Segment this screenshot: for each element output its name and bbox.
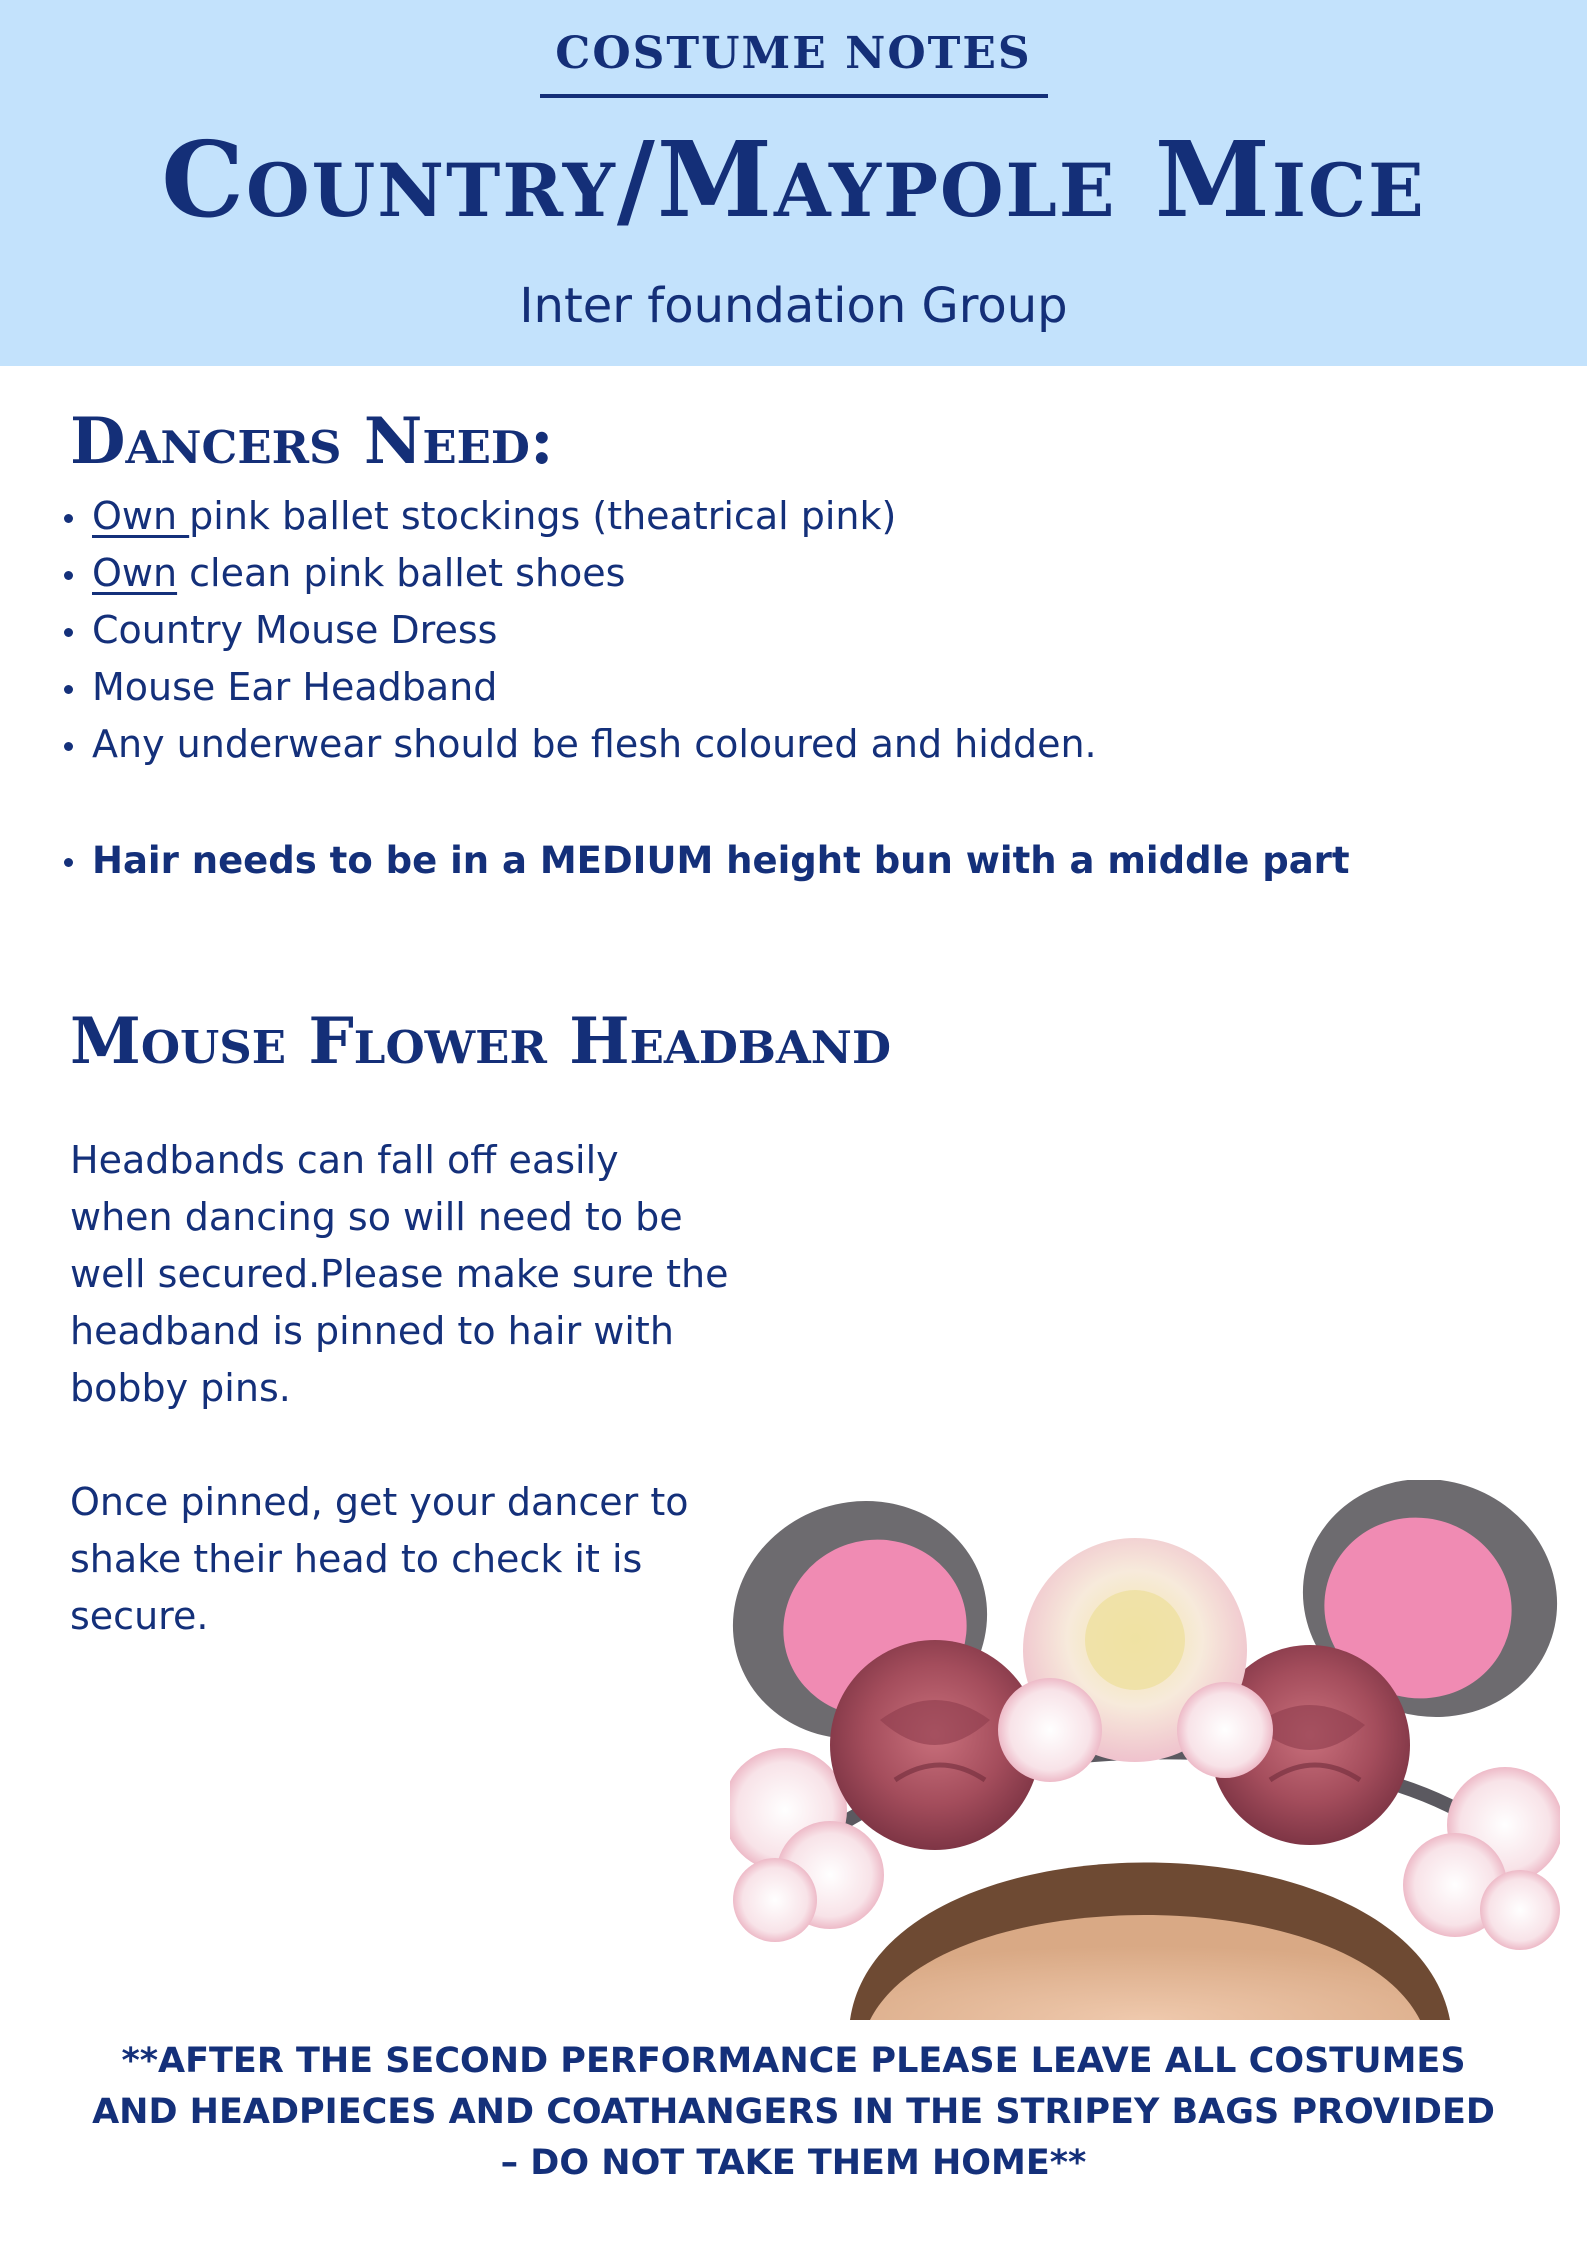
kicker-underline bbox=[540, 94, 1048, 98]
list-item-text: clean pink ballet shoes bbox=[177, 551, 626, 595]
list-item-text: Country Mouse Dress bbox=[92, 608, 498, 652]
cream-flower-center bbox=[998, 1538, 1273, 1782]
kicker-heading: COSTUME NOTES bbox=[555, 28, 1032, 79]
hair-note: Hair needs to be in a MEDIUM height bun with a middle part bbox=[60, 832, 1350, 889]
mouse-ear-headband-photo bbox=[730, 1480, 1560, 2020]
list-item bbox=[60, 659, 1460, 716]
headband-heading: Mouse Flower Headband bbox=[70, 1004, 891, 1079]
footer-note: **AFTER THE SECOND PERFORMANCE PLEASE LEAVE ALL COSTUMES AND HEADPIECES AND COATHANGERS IN THE STRIPEY BAGS PROVIDED – DO NOT TAKE THEM HOME** bbox=[92, 2041, 1495, 2183]
list-item-text: pink ballet stockings (theatrical pink) bbox=[189, 494, 897, 538]
list-item bbox=[60, 488, 1460, 545]
dancers-need-list bbox=[60, 488, 1460, 773]
list-item-text: Mouse Ear Headband bbox=[92, 665, 498, 709]
dancers-need-heading: Dancers Need: bbox=[70, 404, 554, 479]
page-title: Country/Maypole Mice bbox=[161, 118, 1426, 241]
underlined-text: Own bbox=[92, 494, 190, 538]
list-item bbox=[60, 716, 1460, 773]
underlined-text: Own bbox=[92, 551, 178, 595]
page-subtitle: Inter foundation Group bbox=[519, 278, 1068, 334]
list-item bbox=[60, 545, 1460, 602]
list-item bbox=[60, 602, 1460, 659]
headband-paragraph-1: Headbands can fall off easily when dancing so will need to be well secured.Please make sure the headband is pinned to hair with bobby pins. bbox=[70, 1138, 729, 1410]
headband-paragraph-2: Once pinned, get your dancer to shake their head to check it is secure. bbox=[70, 1480, 689, 1638]
list-item-text: Any underwear should be flesh coloured and hidden. bbox=[92, 722, 1097, 766]
